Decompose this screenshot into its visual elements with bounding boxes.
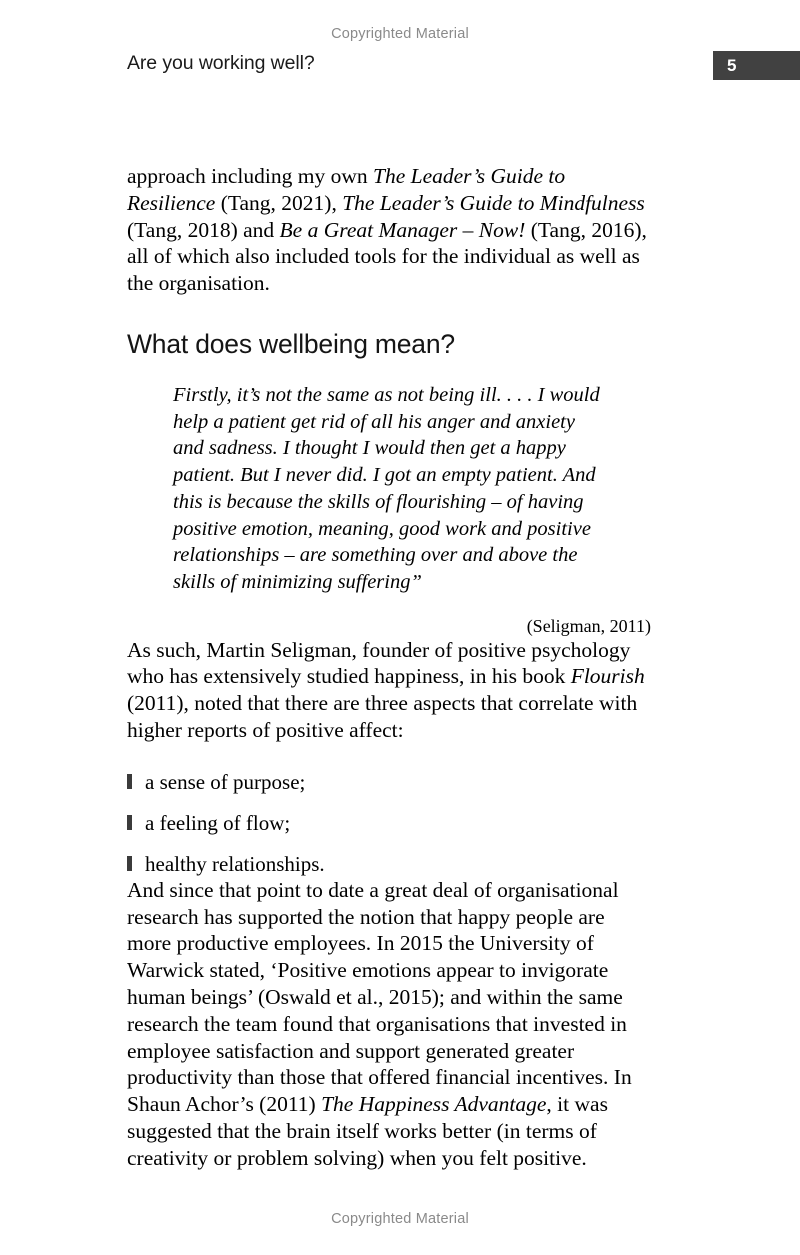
- section-heading: What does wellbeing mean?: [127, 328, 455, 359]
- copyright-watermark-top: Copyrighted Material: [331, 26, 469, 42]
- text-run: (Tang, 2021),: [215, 190, 343, 215]
- book-title-italic: Be a Great Manager – Now!: [279, 217, 526, 242]
- bullet-marker-icon: [127, 815, 132, 830]
- book-title-italic: The Leader’s Guide to Mindfulness: [342, 190, 645, 215]
- blockquote-attribution: (Seligman, 2011): [526, 615, 651, 636]
- text-run: , it was suggested that the brain itself works better (in terms of creativity or problem solving) when you felt positive.: [127, 1092, 608, 1170]
- running-head-title: Are you working well?: [127, 52, 315, 74]
- text-run: (2011), noted that there are three aspects that correlate with higher reports of positive affect:: [127, 691, 638, 742]
- text-run: approach including my own: [127, 164, 374, 188]
- text-run: As such, Martin Seligman, founder of positive psychology who has extensively studied happiness, in his book: [127, 637, 631, 689]
- blockquote: [173, 382, 605, 596]
- bullet-marker-icon: [127, 856, 132, 871]
- list-item-label: a sense of purpose;: [145, 769, 306, 794]
- page-number-value: 5: [727, 55, 737, 75]
- list-item: [127, 769, 651, 795]
- list-item: [127, 851, 651, 877]
- list-item: [127, 810, 651, 836]
- intro-paragraph: [127, 163, 651, 297]
- list-item-label: healthy relationships.: [145, 851, 325, 876]
- paragraph-after-quote: [127, 637, 651, 744]
- bullet-list: [127, 769, 651, 877]
- text-run: (Tang, 2016), all of which also included tools for the individual as well as the organisation.: [127, 217, 647, 296]
- book-title-italic: The Happiness Advantage: [321, 1092, 547, 1117]
- bullet-marker-icon: [127, 774, 132, 789]
- list-item-label: a feeling of flow;: [145, 810, 291, 835]
- book-title-italic: The Leader’s Guide to Resilience: [127, 164, 566, 215]
- copyright-watermark-bottom: Copyrighted Material: [331, 1211, 469, 1227]
- page-number-badge: [713, 51, 800, 80]
- final-paragraph: [127, 877, 651, 1172]
- book-title-italic: Flourish: [570, 664, 645, 689]
- page-content: [127, 163, 651, 1172]
- text-run: (Tang, 2018) and: [127, 217, 280, 242]
- text-run: And since that point to date a great deal of organisational research has supported the notion that happy people are more productive employees. In 2015 the University of Warwick stated, ‘Positive emotions appear to invigorate human beings’ (Oswald et al., 2015); and within the same research the team found that organisations that invested in employee satisfaction and support generated greater productivity than those that offered financial incentives. In Shaun Achor’s (2011): [127, 877, 632, 1117]
- blockquote-text: Firstly, it’s not the same as not being ill. . . . I would help a patient get rid of all his anger and anxiety and sadness. I thought I would then get a happy patient. But I never did. I got an empty patient. And this is because the skills of flourishing – of having positive emotion, meaning, good work and positive relationships – are something over and above the skills of minimizing suffering”: [173, 383, 600, 593]
